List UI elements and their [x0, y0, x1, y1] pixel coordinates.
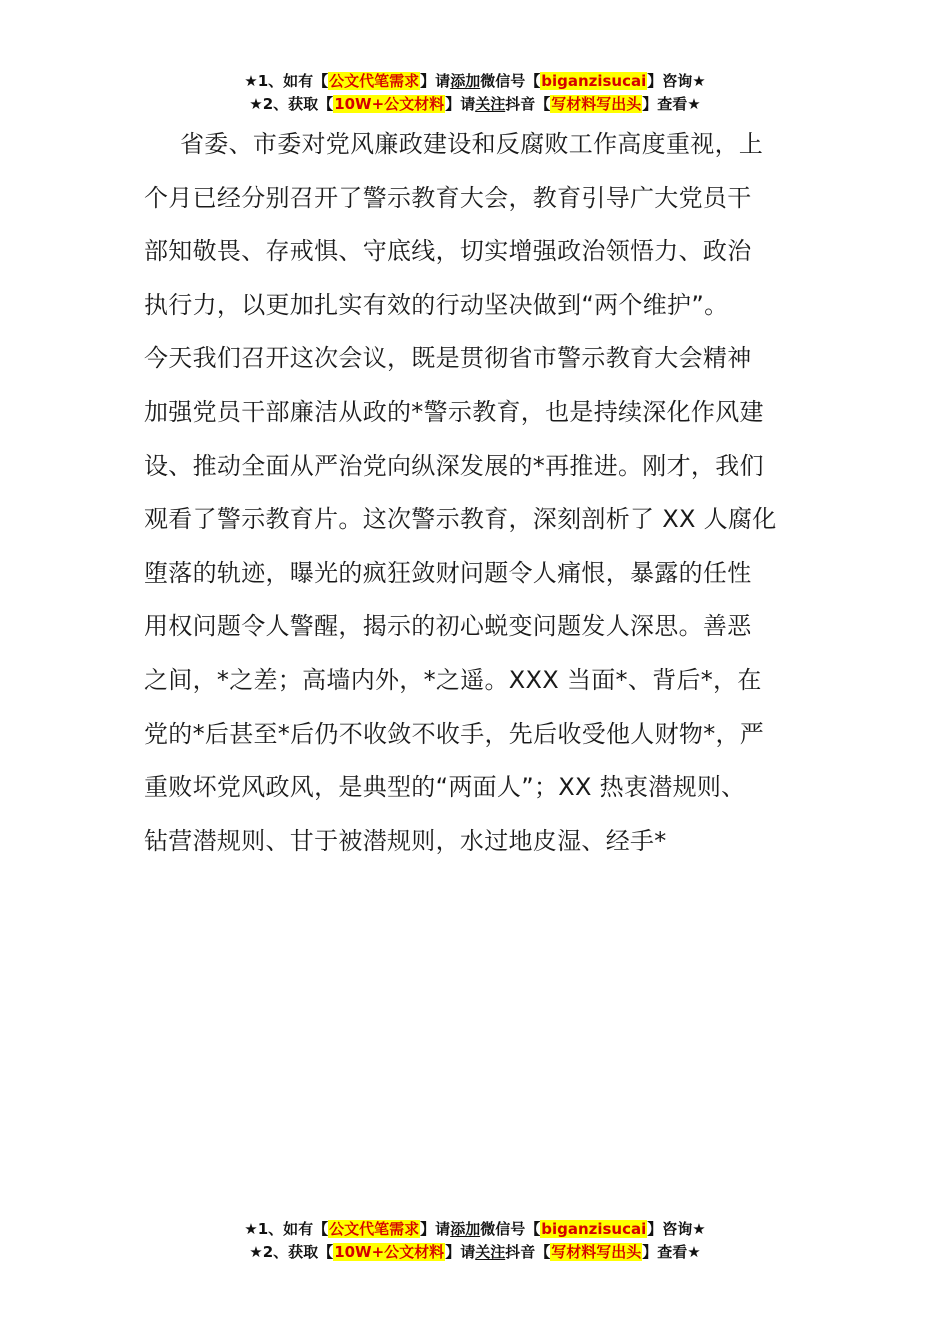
banner-text: 】查看★: [642, 1243, 701, 1261]
highlight-wechat-id: biganzisucai: [541, 72, 647, 90]
highlight-service: 公文代笔需求: [329, 1220, 420, 1238]
banner-text: 微信号【: [480, 72, 541, 90]
banner-line-1: [0, 1218, 950, 1241]
paragraph-line: 党的*后甚至*后仍不收敛不收手，先后收受他人财物*，严: [144, 719, 765, 748]
highlight-materials: 10W+公文材料: [334, 95, 445, 113]
banner-line-2: [0, 1241, 950, 1264]
paragraph-line: 部知敬畏、存戒惧、守底线，切实增强政治领悟力、政治: [144, 237, 752, 266]
banner-text: 】请: [445, 95, 476, 113]
paragraph-line: 重败坏党风政风，是典型的“两面人”；XX 热衷潜规则、: [144, 773, 746, 802]
banner-text: 微信号【: [480, 1220, 541, 1238]
paragraph-line: 加强党员干部廉洁从政的*警示教育，也是持续深化作风建: [144, 397, 764, 426]
highlight-wechat-id: biganzisucai: [541, 1220, 647, 1238]
underlined-follow: 关注: [475, 1243, 506, 1261]
header-banner: [0, 70, 950, 116]
highlight-douyin-account: 写材料写出头: [551, 95, 642, 113]
footer-banner: [0, 1218, 950, 1264]
banner-text: 】请: [420, 72, 451, 90]
banner-text: 】请: [420, 1220, 451, 1238]
banner-text: ★2、获取【: [249, 95, 334, 113]
paragraph-line: 堕落的轨迹，曝光的疯狂敛财问题令人痛恨，暴露的任性: [144, 558, 752, 587]
paragraph-line: 执行力，以更加扎实有效的行动坚决做到“两个维护”。: [144, 290, 729, 319]
document-body: [144, 118, 809, 868]
paragraph-line: 设、推动全面从严治党向纵深发展的*再推进。刚才，我们: [144, 451, 764, 480]
underlined-add: 添加: [450, 72, 481, 90]
highlight-service: 公文代笔需求: [329, 72, 420, 90]
underlined-follow: 关注: [475, 95, 506, 113]
paragraph-line: 用权问题令人警醒，揭示的初心蜕变问题发人深思。善恶: [144, 612, 752, 641]
paragraph-line: 观看了警示教育片。这次警示教育，深刻剖析了 XX 人腐化: [144, 505, 777, 534]
paragraph-line: 钻营潜规则、甘于被潜规则，水过地皮湿、经手*: [144, 826, 667, 855]
highlight-douyin-account: 写材料写出头: [551, 1243, 642, 1261]
banner-line-2: [0, 93, 950, 116]
banner-text: 抖音【: [505, 95, 551, 113]
paragraph-line: 个月已经分别召开了警示教育大会，教育引导广大党员干: [144, 183, 752, 212]
banner-text: 】请: [445, 1243, 476, 1261]
banner-text: 】查看★: [642, 95, 701, 113]
banner-text: ★1、如有【: [244, 72, 329, 90]
banner-text: 抖音【: [505, 1243, 551, 1261]
paragraph-line: 今天我们召开这次会议，既是贯彻省市警示教育大会精神: [144, 344, 752, 373]
paragraph-line: 之间，*之差；高墙内外，*之遥。XXX 当面*、背后*，在: [144, 665, 762, 694]
banner-line-1: [0, 70, 950, 93]
banner-text: ★1、如有【: [244, 1220, 329, 1238]
paragraph-line: 省委、市委对党风廉政建设和反腐败工作高度重视，上: [180, 130, 764, 158]
banner-text: 】咨询★: [647, 1220, 706, 1238]
banner-text: ★2、获取【: [249, 1243, 334, 1261]
underlined-add: 添加: [450, 1220, 481, 1238]
highlight-materials: 10W+公文材料: [334, 1243, 445, 1261]
banner-text: 】咨询★: [647, 72, 706, 90]
